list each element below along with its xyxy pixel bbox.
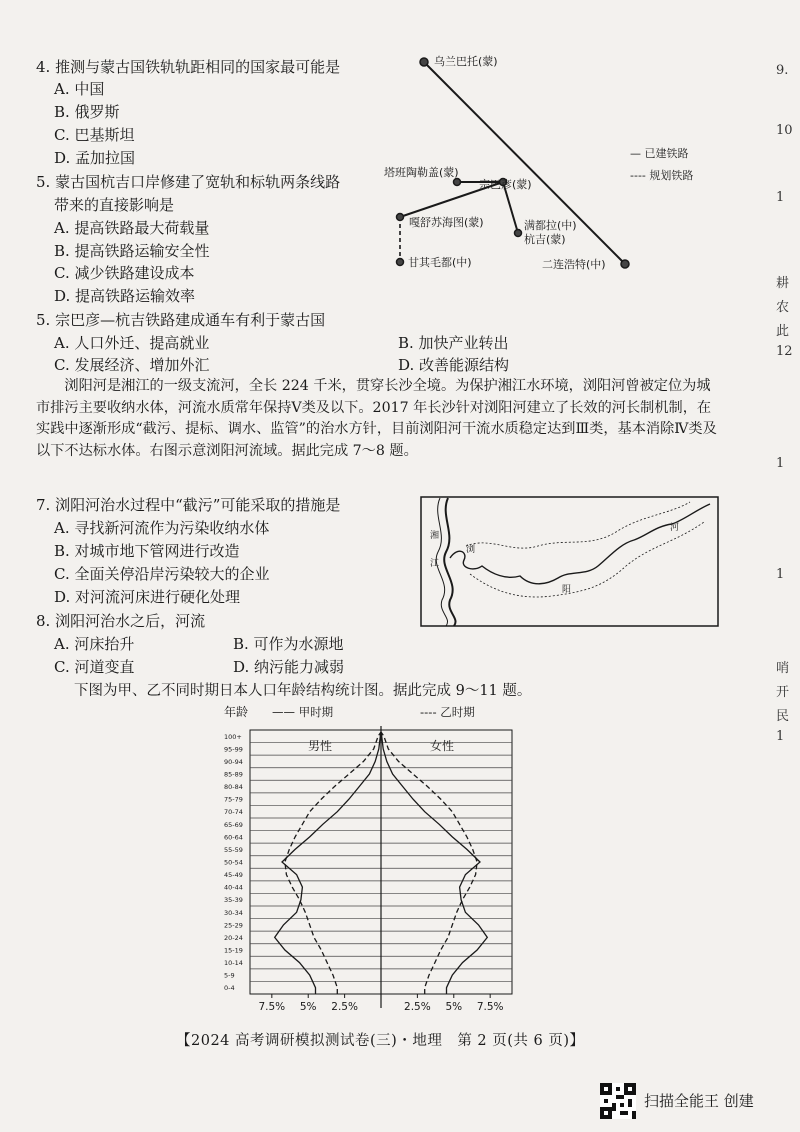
chart-ylabel: 年龄 bbox=[224, 705, 249, 719]
x-tick-label: 5% bbox=[445, 1001, 463, 1013]
xiang-river bbox=[444, 498, 455, 626]
station-label-zuunbayan: 宗巴彦(蒙) bbox=[479, 178, 532, 191]
age-group-label: 95-99 bbox=[224, 745, 243, 754]
age-group-label: 20-24 bbox=[224, 933, 243, 942]
x-tick-label: 2.5% bbox=[404, 1001, 431, 1013]
edge-mark-6: 此 bbox=[776, 324, 790, 339]
age-group-label: 30-34 bbox=[224, 908, 243, 917]
male-label: 男性 bbox=[308, 739, 333, 753]
age-group-label: 50-54 bbox=[224, 858, 243, 867]
age-group-label: 25-29 bbox=[224, 921, 243, 930]
edge-mark-8: 1 bbox=[776, 456, 785, 471]
q5-stem-line2: 带来的直接影响是 bbox=[54, 196, 175, 214]
q5-stem-line1: 5. 蒙古国杭吉口岸修建了宽轨和标轨两条线路 bbox=[36, 173, 341, 191]
age-group-label: 80-84 bbox=[224, 783, 243, 792]
q8-option-d: D. 纳污能力减弱 bbox=[233, 658, 345, 676]
age-group-label: 100+ bbox=[224, 732, 242, 741]
basin-boundary-south bbox=[470, 522, 704, 597]
page-footer: 【2024 高考调研模拟测试卷(三)・地理 第 2 页(共 6 页)】 bbox=[176, 1033, 585, 1049]
series-yi-female bbox=[381, 732, 477, 994]
edge-mark-5: 农 bbox=[776, 300, 790, 315]
q8-option-c: C. 河道变直 bbox=[54, 658, 135, 676]
age-group-label: 70-74 bbox=[224, 808, 243, 817]
age-group-label: 55-59 bbox=[224, 845, 243, 854]
q8-option-b: B. 可作为水源地 bbox=[233, 635, 344, 653]
q6-option-b: B. 加快产业转出 bbox=[398, 334, 509, 352]
station-dot-gashuun-sukhait bbox=[397, 214, 404, 221]
edge-mark-9: 1 bbox=[776, 567, 785, 582]
station-label-ulaanbaatar: 乌兰巴托(蒙) bbox=[434, 55, 498, 68]
legend-built-railway: — 已建铁路 bbox=[630, 147, 689, 160]
station-label-gashuun-sukhait: 嘎舒苏海图(蒙) bbox=[409, 216, 484, 229]
railway-map bbox=[380, 48, 720, 280]
station-label-ganqimaodu: 甘其毛都(中) bbox=[408, 256, 472, 269]
map-label-xiang: 湘 bbox=[430, 531, 440, 541]
age-group-label: 45-49 bbox=[224, 871, 243, 880]
q6-option-c: C. 发展经济、增加外汇 bbox=[54, 356, 210, 374]
age-group-label: 85-89 bbox=[224, 770, 243, 779]
edge-mark-2: 10 bbox=[776, 123, 793, 138]
station-dot-ganqimaodu bbox=[397, 259, 404, 266]
series-jia-male bbox=[275, 732, 381, 994]
map-label-jiang: 江 bbox=[430, 559, 440, 569]
q6-option-d: D. 改善能源结构 bbox=[398, 356, 510, 374]
q7-option-d: D. 对河流河床进行硬化处理 bbox=[54, 588, 241, 606]
age-group-label: 60-64 bbox=[224, 833, 243, 842]
legend-yi: ---- 乙时期 bbox=[420, 705, 475, 719]
q7-option-b: B. 对城市地下管网进行改造 bbox=[54, 542, 240, 560]
q5-option-d: D. 提高铁路运输效率 bbox=[54, 287, 196, 305]
age-group-label: 90-94 bbox=[224, 757, 243, 766]
edge-mark-13: 1 bbox=[776, 729, 785, 744]
q4-option-c: C. 巴基斯坦 bbox=[54, 126, 135, 144]
q5-option-b: B. 提高铁路运输安全性 bbox=[54, 242, 210, 260]
q4-option-d: D. 孟加拉国 bbox=[54, 149, 136, 167]
basin-boundary-north bbox=[466, 502, 690, 548]
female-label: 女性 bbox=[430, 739, 455, 753]
station-label-erenhot: 二连浩特(中) bbox=[542, 258, 606, 271]
edge-mark-4: 耕 bbox=[776, 276, 790, 291]
map-label-he: 河 bbox=[670, 523, 680, 533]
q6-stem: 5. 宗巴彦—杭吉铁路建成通车有利于蒙古国 bbox=[36, 311, 326, 329]
station-label-mandula: 满都拉(中) bbox=[524, 219, 577, 232]
station-dot-ulaanbaatar bbox=[420, 58, 428, 66]
legend-planned-railway: ---- 规划铁路 bbox=[630, 169, 694, 182]
edge-mark-11: 开 bbox=[776, 685, 790, 700]
series-jia-female bbox=[381, 732, 487, 994]
edge-mark-1: 9. bbox=[776, 63, 789, 78]
age-group-label: 10-14 bbox=[224, 959, 243, 968]
map-label-yang: 阳 bbox=[562, 585, 572, 595]
q7-stem: 7. 浏阳河治水过程中“截污”可能采取的措施是 bbox=[36, 496, 341, 514]
legend-jia: —— 甲时期 bbox=[272, 705, 334, 719]
q5-option-c: C. 减少铁路建设成本 bbox=[54, 264, 195, 282]
pyramid-intro: 下图为甲、乙不同时期日本人口年龄结构统计图。据此完成 9～11 题。 bbox=[74, 683, 532, 699]
edge-mark-12: 民 bbox=[776, 709, 790, 724]
station-dot-mandula bbox=[515, 230, 522, 237]
liuyang-river-map bbox=[420, 496, 720, 628]
station-dot-tavan-tolgoi bbox=[454, 179, 461, 186]
scanner-watermark: 扫描全能王 创建 bbox=[644, 1092, 754, 1110]
age-group-label: 0-4 bbox=[224, 984, 235, 993]
age-group-label: 40-44 bbox=[224, 883, 243, 892]
map-label-liu: 浏 bbox=[466, 545, 476, 555]
station-label-hangi: 杭吉(蒙) bbox=[524, 233, 566, 246]
qr-code-icon bbox=[600, 1083, 636, 1119]
q4-option-a: A. 中国 bbox=[54, 80, 105, 98]
liuyang-river bbox=[450, 504, 710, 584]
age-group-label: 5-9 bbox=[224, 971, 235, 980]
population-pyramid-chart bbox=[220, 700, 540, 1018]
station-label-tavan-tolgoi: 塔班陶勒盖(蒙) bbox=[384, 166, 459, 179]
q8-stem: 8. 浏阳河治水之后，河流 bbox=[36, 612, 206, 630]
q7-option-c: C. 全面关停沿岸污染较大的企业 bbox=[54, 565, 270, 583]
q4-stem: 4. 推测与蒙古国铁轨轨距相同的国家最可能是 bbox=[36, 58, 341, 76]
edge-mark-10: 哨 bbox=[776, 661, 790, 676]
q5-option-a: A. 提高铁路最大荷载量 bbox=[54, 219, 210, 237]
age-group-label: 75-79 bbox=[224, 795, 243, 804]
river-map-frame bbox=[421, 497, 718, 626]
liuyang-passage: 浏阳河是湘江的一级支流河，全长 224 千米，贯穿长沙全境。为保护湘江水环境，浏阳河曾被定位为城市排污主要收纳水体，河流水质常年保持Ⅴ类及以下。2017 年长沙针对浏阳河建立了长效的河长制机制，在实践中逐渐形成“截污、提标、调水、监管”的治水方针，目前浏阳河干流水质稳定达到Ⅲ类，基本消除Ⅳ类及以下不达标水体。右图示意浏阳河流域。据此完成 7～8 题。 bbox=[36, 378, 717, 459]
edge-mark-7: 12 bbox=[776, 344, 793, 359]
age-group-label: 65-69 bbox=[224, 820, 243, 829]
q4-option-b: B. 俄罗斯 bbox=[54, 103, 120, 121]
age-group-label: 35-39 bbox=[224, 896, 243, 905]
series-yi-male bbox=[285, 732, 381, 994]
edge-mark-3: 1 bbox=[776, 190, 785, 205]
q8-option-a: A. 河床抬升 bbox=[54, 635, 135, 653]
x-tick-label: 5% bbox=[299, 1001, 317, 1013]
station-dot-erenhot bbox=[621, 260, 629, 268]
q7-option-a: A. 寻找新河流作为污染收纳水体 bbox=[54, 519, 270, 537]
x-tick-label: 2.5% bbox=[331, 1001, 358, 1013]
x-tick-label: 7.5% bbox=[258, 1001, 286, 1013]
age-group-label: 15-19 bbox=[224, 946, 243, 955]
q6-option-a: A. 人口外迁、提高就业 bbox=[54, 334, 210, 352]
x-tick-label: 7.5% bbox=[476, 1001, 504, 1013]
